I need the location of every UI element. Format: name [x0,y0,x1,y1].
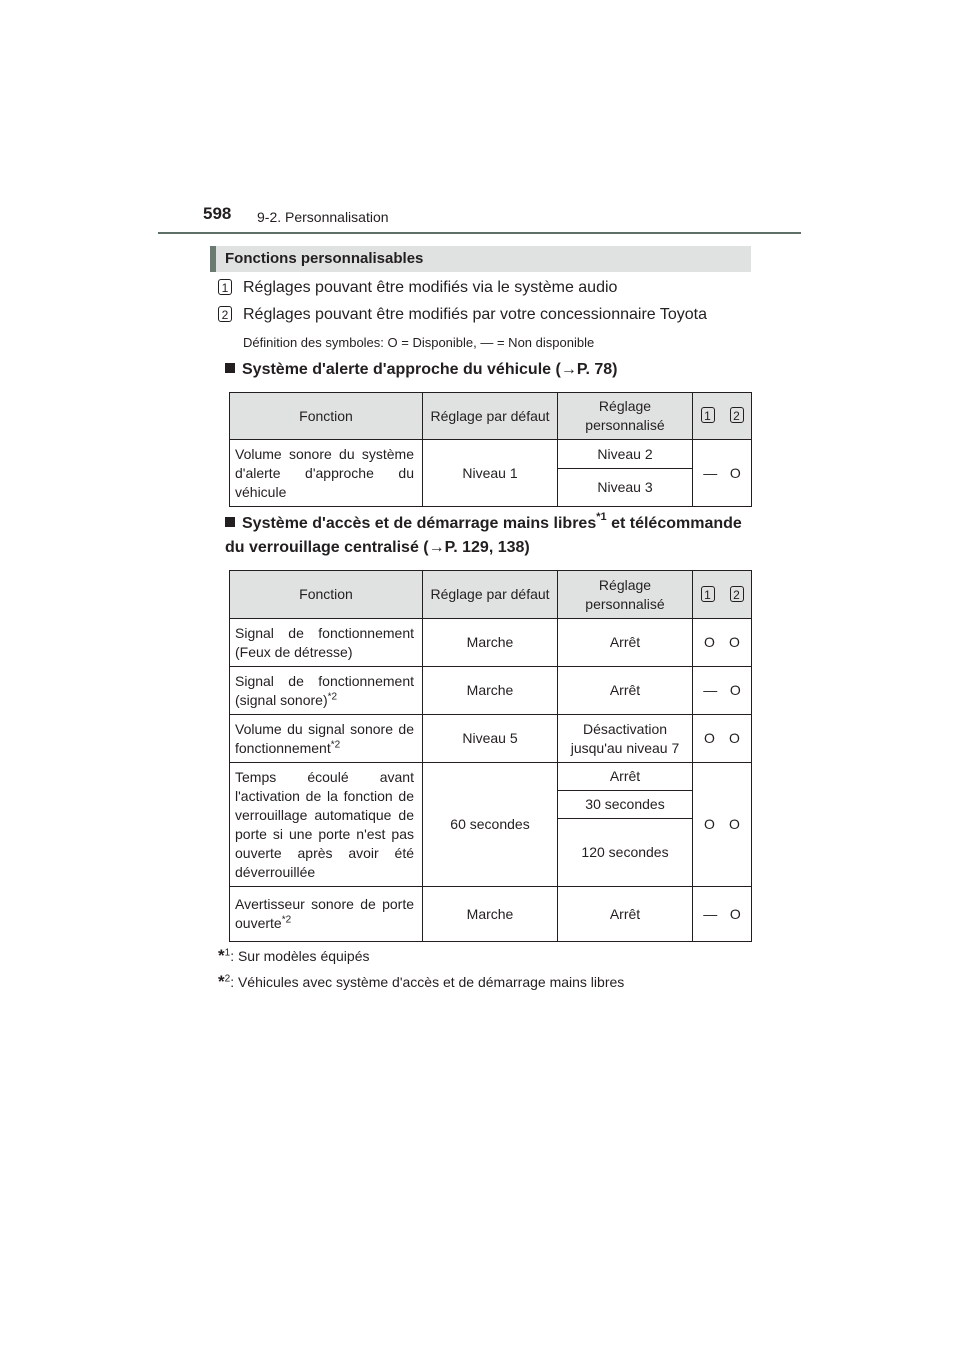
availability-cell: O O [693,619,752,667]
heading-text: Système d'accès et de démarrage mains libres [242,515,597,532]
availability-cell: O O [693,763,752,887]
legend-item-dealer [218,306,707,324]
approach-alert-table [229,392,752,507]
footnote-2: *$^2$: Véhicules avec système d'accès et de démarrage mains libres [218,972,625,991]
function-cell: Volume du signal sonore de fonctionnement$^{*2}$ [230,715,423,763]
custom-cell: Désactivation jusqu'au niveau 7 [558,715,693,763]
number-two-icon: 2 [730,407,744,423]
section-title: Fonctions personnalisables [225,250,424,267]
default-cell: Niveau 1 [423,440,558,507]
custom-cell: 30 secondes [558,791,693,819]
table-row [230,619,752,667]
custom-cell: 120 secondes [558,819,693,887]
function-cell: Avertisseur sonore de porte ouverte$^{*2}$ [230,887,423,942]
header-icons [693,393,752,440]
subsection-heading-keyless [225,512,751,560]
arrow-right-icon: → [560,361,577,378]
custom-cell: Arrêt [558,619,693,667]
header-function: Fonction [230,393,423,440]
availability-cell [693,440,752,507]
header-custom: Réglage personnalisé [558,571,693,619]
custom-cell: Arrêt [558,887,693,942]
header-default: Réglage par défaut [423,393,558,440]
section-title-bar [210,246,751,272]
heading-text: et télécommande du verrouillage centralisé ( [225,515,742,556]
square-bullet-icon [225,363,235,373]
footnote-1: *$^1$: Sur modèles équipés [218,946,370,965]
page-reference: P. 129, 138) [444,539,530,556]
custom-cell: Arrêt [558,763,693,791]
arrow-right-icon: → [428,539,445,556]
keyless-entry-table [229,570,752,942]
function-cell: Temps écoulé avant l'activation de la fonction de verrouillage automatique de porte si une porte n'est pas ouverte après avoir été déverrouillée [230,763,423,887]
function-cell: Signal de fonctionnement (Feux de détresse) [230,619,423,667]
custom-cell: Arrêt [558,667,693,715]
heading-text: Système d'alerte d'approche du véhicule ( [242,361,561,378]
function-cell: Volume sonore du système d'alerte d'approche du véhicule [230,440,423,507]
default-cell: Marche [423,619,558,667]
header-custom: Réglage personnalisé [558,393,693,440]
header-default: Réglage par défaut [423,571,558,619]
function-cell: Signal de fonctionnement (signal sonore)$^{*2}$ [230,667,423,715]
number-one-icon: 1 [701,407,715,423]
table-row [230,763,752,791]
legend-item-audio [218,279,617,297]
page-reference: P. 78) [576,361,618,378]
default-cell: Marche [423,667,558,715]
header-function: Fonction [230,571,423,619]
section-label: 9-2. Personnalisation [257,209,389,225]
availability-2: O [729,464,741,481]
custom-cell: Niveau 2 [558,440,693,469]
header-divider [158,232,801,234]
table-row [230,715,752,763]
default-cell: Marche [423,887,558,942]
availability-cell: — O [693,667,752,715]
table-row [230,440,752,469]
symbols-definition: Définition des symboles: O = Disponible, — = Non disponible [243,335,595,350]
page-number: 598 [203,204,232,223]
number-two-icon: 2 [218,306,232,322]
table-header-row [230,571,752,619]
number-two-icon: 2 [730,586,744,602]
table-header-row [230,393,752,440]
number-one-icon: 1 [218,279,232,295]
legend-text: Réglages pouvant être modifiés par votre concessionnaire Toyota [243,306,707,323]
availability-1: — [703,464,718,481]
table-row [230,667,752,715]
custom-cell: Niveau 3 [558,469,693,507]
default-cell: Niveau 5 [423,715,558,763]
default-cell: 60 secondes [423,763,558,887]
subsection-heading-approach-alert [225,358,617,382]
legend-text: Réglages pouvant être modifiés via le système audio [243,279,618,296]
header-icons [693,571,752,619]
number-one-icon: 1 [701,586,715,602]
footnote-marker: *1 [596,511,607,523]
availability-cell: — O [693,887,752,942]
square-bullet-icon [225,517,235,527]
table-row [230,887,752,942]
availability-cell: O O [693,715,752,763]
